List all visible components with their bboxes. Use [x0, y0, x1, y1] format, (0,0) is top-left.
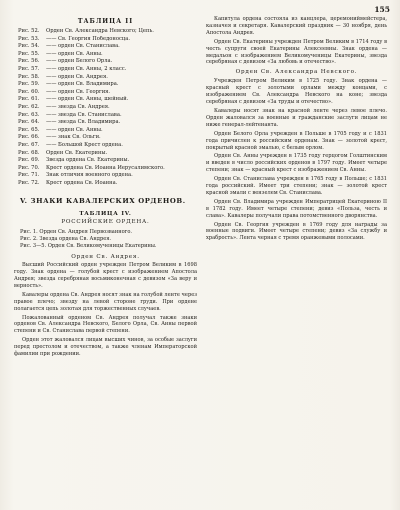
table-heading-2: ТАБЛИЦА IV. [79, 211, 132, 218]
table-heading: ТАБЛИЦА II [77, 18, 134, 25]
right-paragraphs [206, 78, 387, 242]
list-item [18, 142, 197, 150]
figure-ref: Рис. 55. [18, 50, 40, 57]
figure-ref: Рис. 69. [18, 157, 40, 164]
figure-caption: —— Св. Георгия Победоносца. [46, 35, 130, 42]
paragraph: Рис. 3—5. Орден Св. Великомученицы Екатерины. [20, 243, 157, 250]
paragraph: Кавалеры носят знак на красной ленте через левое плечо. Орден жаловался за военные и гражданские заслуги лицам не ниже генерал-лейтенанта. [206, 107, 387, 128]
paragraph: Орден Св. Георгия учрежден в 1769 году для награды за военные подвиги. Имеет четыре степени; девиз «За службу и храбрость». Лента черная с тремя оранжевыми полосами. [206, 221, 387, 242]
right-intro-paragraphs [206, 16, 387, 66]
figure-list [18, 28, 197, 187]
list-item [18, 81, 197, 89]
figure-ref: Рис. 72. [18, 179, 40, 186]
list-item [18, 112, 197, 120]
paragraph: Орден Св. Станислава учрежден в 1765 году в Польше; с 1831 года российский. Имеет три степени; знак — золотой крест красной эмали с вензелем Св. Станислава. [206, 176, 387, 196]
figure-ref: Рис. 68. [18, 149, 40, 156]
figure-caption: —— орден Св. Анны, шейный. [46, 96, 129, 103]
figure-ref: Рис. 53. [18, 35, 40, 42]
right-subheading: Орден Св. Александра Невского. [235, 69, 358, 76]
figure-caption: Орден Св. Екатерины. [46, 149, 108, 156]
figure-caption: —— орден Св. Станислава. [46, 43, 120, 50]
figure-caption: —— звезда Св. Андрея. [46, 103, 110, 110]
list-item [18, 134, 197, 142]
figure-caption: Крест ордена Св. Иоанна. [46, 179, 118, 186]
list-item [18, 74, 197, 82]
figure-ref: Рис. 67. [18, 141, 40, 148]
figure-ref: Рис. 63. [18, 111, 40, 118]
paragraph: Капитула ордена состояла из канцлера, церемониймейстера, казначея и секретаря. Кавалерский праздник — 30 ноября, день Апостола Андрея. [206, 16, 387, 36]
figure-caption: —— орден Белого Орла. [46, 58, 113, 65]
list-item [18, 58, 197, 66]
figure-caption: —— орден Св. Анны. [46, 126, 103, 133]
figure-ref: Рис. 60. [18, 88, 40, 95]
figure-caption: —— орден Св. Анны, 2 класс. [46, 65, 127, 72]
list-item [18, 119, 197, 127]
figure-caption: Знак отличия военного ордена. [46, 172, 133, 179]
figure-caption: Крест ордена Св. Иоанна Иерусалимского. [46, 164, 165, 171]
figure-caption: Звезда ордена Св. Екатерины. [46, 157, 130, 164]
paragraph: Пожалованный орденом Св. Андрея получал также знаки орденов Св. Александра Невского, Белого Орла, Св. Анны первой степени и Св. Станислава первой степени. [14, 314, 197, 335]
figure-ref: Рис. 71. [18, 172, 40, 179]
paragraph: Кавалеры ордена Св. Андрея носят знак на голубой ленте через правое плечо; звезду на левой стороне груди. При ордене полагается цепь золотая для торжественных случаев. [14, 291, 197, 312]
figure-ref: Рис. 65. [18, 126, 40, 133]
paragraph: Высший Российский орден учрежден Петром Великим в 1698 году. Знак ордена — голубой крест с изображением Апостола Андрея; звезда серебряная восьмиконечная с девизом «За веру и верность». [14, 262, 197, 289]
list-item [18, 157, 197, 165]
two-column-body [14, 16, 390, 508]
figure-caption: —— звезда Св. Станислава. [46, 111, 122, 118]
figure-ref: Рис. 70. [18, 164, 40, 171]
right-column [206, 16, 387, 508]
page-number: 155 [374, 5, 390, 14]
paragraph: Орден Св. Анны учрежден в 1735 году герцогом Голштинским и введен в число российских орденов в 1797 году. Имеет четыре степени; знак — красный крест с изображением Св. Анны. [206, 153, 387, 174]
paragraph: Орден Св. Владимира учрежден Императрицей Екатериною II в 1782 году. Имеет четыре степени; девиз «Польза, честь и слава». Кавалеры получали права потомственного дворянства. [206, 198, 387, 219]
figure-lines [20, 229, 197, 250]
list-item [18, 172, 197, 180]
paragraph: Рис. 1. Орден Св. Андрея Первозванного. [20, 229, 133, 236]
list-item [18, 150, 197, 158]
figure-ref: Рис. 52. [18, 28, 40, 34]
figure-caption: —— знак Св. Ольги. [46, 134, 101, 141]
figure-caption: —— орден Св. Андрея. [46, 73, 108, 80]
list-item [18, 28, 197, 36]
subheading-2: Орден Св. Андрея. [71, 254, 140, 261]
list-item [18, 66, 197, 74]
figure-ref: Рис. 66. [18, 134, 40, 141]
list-item [18, 51, 197, 59]
paragraph: Орден этот жаловался лицам высших чинов, за особые заслуги перед престолом и отечеством, а также членам Императорской фамилии при рождении. [14, 337, 197, 358]
figure-caption: —— орден Св. Георгия. [46, 88, 111, 95]
figure-ref: Рис. 54. [18, 43, 40, 50]
figure-caption: —— орден Св. Анны. [46, 50, 103, 57]
left-paragraphs [14, 262, 197, 358]
list-item [18, 127, 197, 135]
list-item [18, 89, 197, 97]
list-item [18, 96, 197, 104]
figure-ref: Рис. 56. [18, 58, 40, 65]
list-item [18, 165, 197, 173]
figure-ref: Рис. 59. [18, 81, 40, 88]
paragraph: Орден Св. Екатерины учрежден Петром Великим в 1714 году в честь супруги своей Екатерины Алексеевны. Знак ордена — медальон с изображением Великомученицы Екатерины, звезда серебряная с девизом «За любовь и отечество». [206, 38, 387, 66]
figure-ref: Рис. 58. [18, 73, 40, 80]
subheading: РОССИЙСКИЕ ОРДЕНА. [61, 219, 150, 226]
list-item [18, 104, 197, 112]
figure-caption: —— орден Св. Владимира. [46, 81, 119, 88]
figure-ref: Рис. 61. [18, 96, 40, 103]
figure-caption: —— звезда Св. Владимира. [46, 119, 121, 126]
figure-ref: Рис. 62. [18, 103, 40, 110]
section-title: V. ЗНАКИ КАВАЛЕРСКИХ ОРДЕНОВ. [20, 197, 186, 206]
list-item [18, 180, 197, 188]
figure-caption: —— Большой Крест ордена. [46, 141, 123, 148]
left-column [14, 16, 197, 508]
figure-caption: Орден Св. Александра Невского; Цепь. [46, 28, 154, 34]
list-item [18, 36, 197, 44]
paragraph: Учрежден Петром Великим в 1725 году. Знак ордена — красный крест с золотыми орлами между концами, с изображением Св. Александра Невского на коне; звезда серебряная с девизом «За труды и отечество». [206, 78, 387, 106]
list-item [18, 43, 197, 51]
paragraph: Орден Белого Орла учрежден в Польше в 1705 году и с 1831 года причислен к российским орденам. Знак — золотой крест, покрытый красной эмалью, с белым орлом. [206, 130, 387, 151]
figure-ref: Рис. 57. [18, 65, 40, 72]
figure-ref: Рис. 64. [18, 119, 40, 126]
paragraph: Рис. 2. Звезда ордена Св. Андрея. [20, 236, 112, 243]
